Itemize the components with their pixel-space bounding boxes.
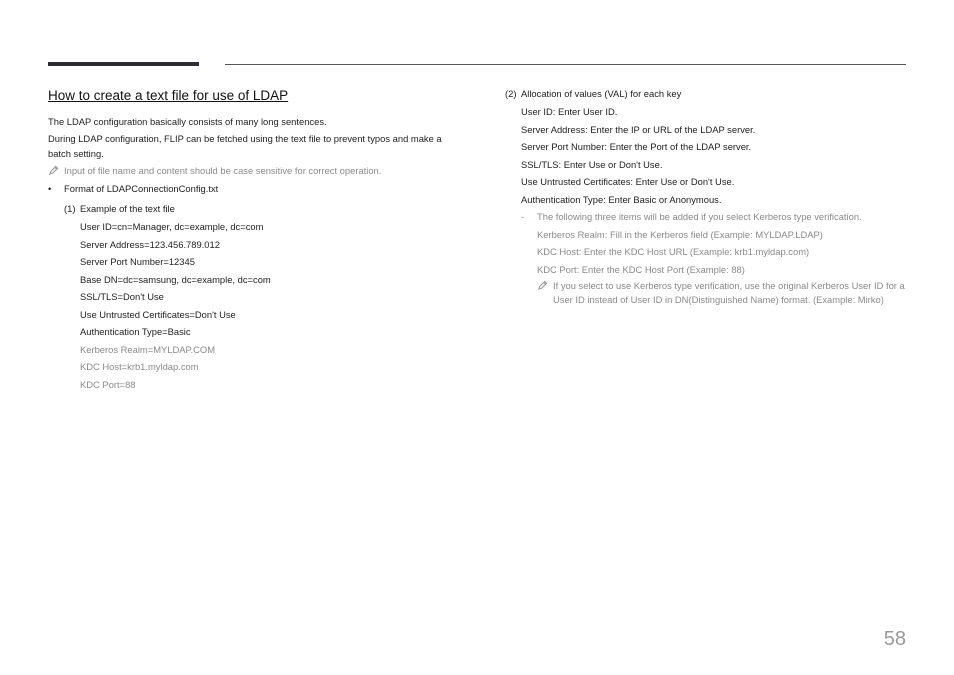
example-line: Use Untrusted Certificates=Don't Use xyxy=(80,308,236,320)
pencil-note-icon xyxy=(48,165,59,176)
numbered-index: (2) xyxy=(505,88,517,99)
numbered-label: Allocation of values (VAL) for each key xyxy=(521,88,682,99)
note-text: Input of file name and content should be case sensitive for correct operation. xyxy=(64,165,382,176)
header-rule-line xyxy=(225,64,906,65)
example-line: Server Address=123.456.789.012 xyxy=(80,238,220,250)
format-bullet xyxy=(48,181,466,196)
kerberos-value-line: KDC Host: Enter the KDC Host URL (Example: krb1.myldap.com) xyxy=(537,246,810,257)
kerberos-dash-item xyxy=(521,209,908,224)
left-column xyxy=(48,86,466,394)
intro-paragraph-2: During LDAP configuration, FLIP can be fetched using the text file to prevent typos and make a batch setting. xyxy=(48,133,442,159)
page-number: 58 xyxy=(883,628,906,650)
example-line: Authentication Type=Basic xyxy=(80,326,191,337)
example-line: Base DN=dc=samsung, dc=example, dc=com xyxy=(80,273,271,285)
bullet-mark: • xyxy=(48,183,52,194)
right-column xyxy=(505,86,908,307)
case-sensitive-note xyxy=(48,163,466,178)
value-lines xyxy=(521,104,908,207)
dash-text: The following three items will be added if you select Kerberos type verification. xyxy=(537,211,862,222)
example-lines xyxy=(80,219,466,392)
value-line: SSL/TLS: Enter Use or Don't Use. xyxy=(521,158,663,170)
kerberos-value-line: KDC Port: Enter the KDC Host Port (Example: 88) xyxy=(537,263,745,275)
value-line: Server Address: Enter the IP or URL of the LDAP server. xyxy=(521,123,756,135)
kerberos-example-line: Kerberos Realm=MYLDAP.COM xyxy=(80,343,216,355)
value-line: User ID: Enter User ID. xyxy=(521,106,618,117)
pencil-note-icon xyxy=(537,280,548,291)
intro-paragraph-1: The LDAP configuration basically consists of many long sentences. xyxy=(48,116,327,127)
kerberos-user-id-note xyxy=(537,279,908,307)
value-line: Authentication Type: Enter Basic or Anonymous. xyxy=(521,193,722,205)
example-heading xyxy=(64,201,466,216)
bullet-text: Format of LDAPConnectionConfig.txt xyxy=(64,183,219,194)
kerberos-example-line: KDC Host=krb1.myldap.com xyxy=(80,361,199,372)
dash-mark: - xyxy=(521,211,525,222)
example-line: User ID=cn=Manager, dc=example, dc=com xyxy=(80,221,264,232)
numbered-index: (1) xyxy=(64,203,76,214)
value-line: Use Untrusted Certificates: Enter Use or Don't Use. xyxy=(521,176,735,187)
header-rule-accent xyxy=(48,62,199,66)
numbered-label: Example of the text file xyxy=(80,203,175,214)
kerberos-value-lines xyxy=(537,227,908,277)
kerberos-example-line: KDC Port=88 xyxy=(80,378,136,390)
section-heading: How to create a text file for use of LDAP xyxy=(48,88,289,103)
value-line: Server Port Number: Enter the Port of the LDAP server. xyxy=(521,141,752,152)
example-line: Server Port Number=12345 xyxy=(80,256,195,267)
kerberos-value-line: Kerberos Realm: Fill in the Kerberos field (Example: MYLDAP.LDAP) xyxy=(537,228,823,240)
allocation-heading xyxy=(505,86,908,101)
sub-note-text: If you select to use Kerberos type verification, use the original Kerberos User ID for a User ID instead of User ID in DN(Distinguished Name) format. (Example: Mirko) xyxy=(553,280,905,305)
example-line: SSL/TLS=Don't Use xyxy=(80,291,164,302)
